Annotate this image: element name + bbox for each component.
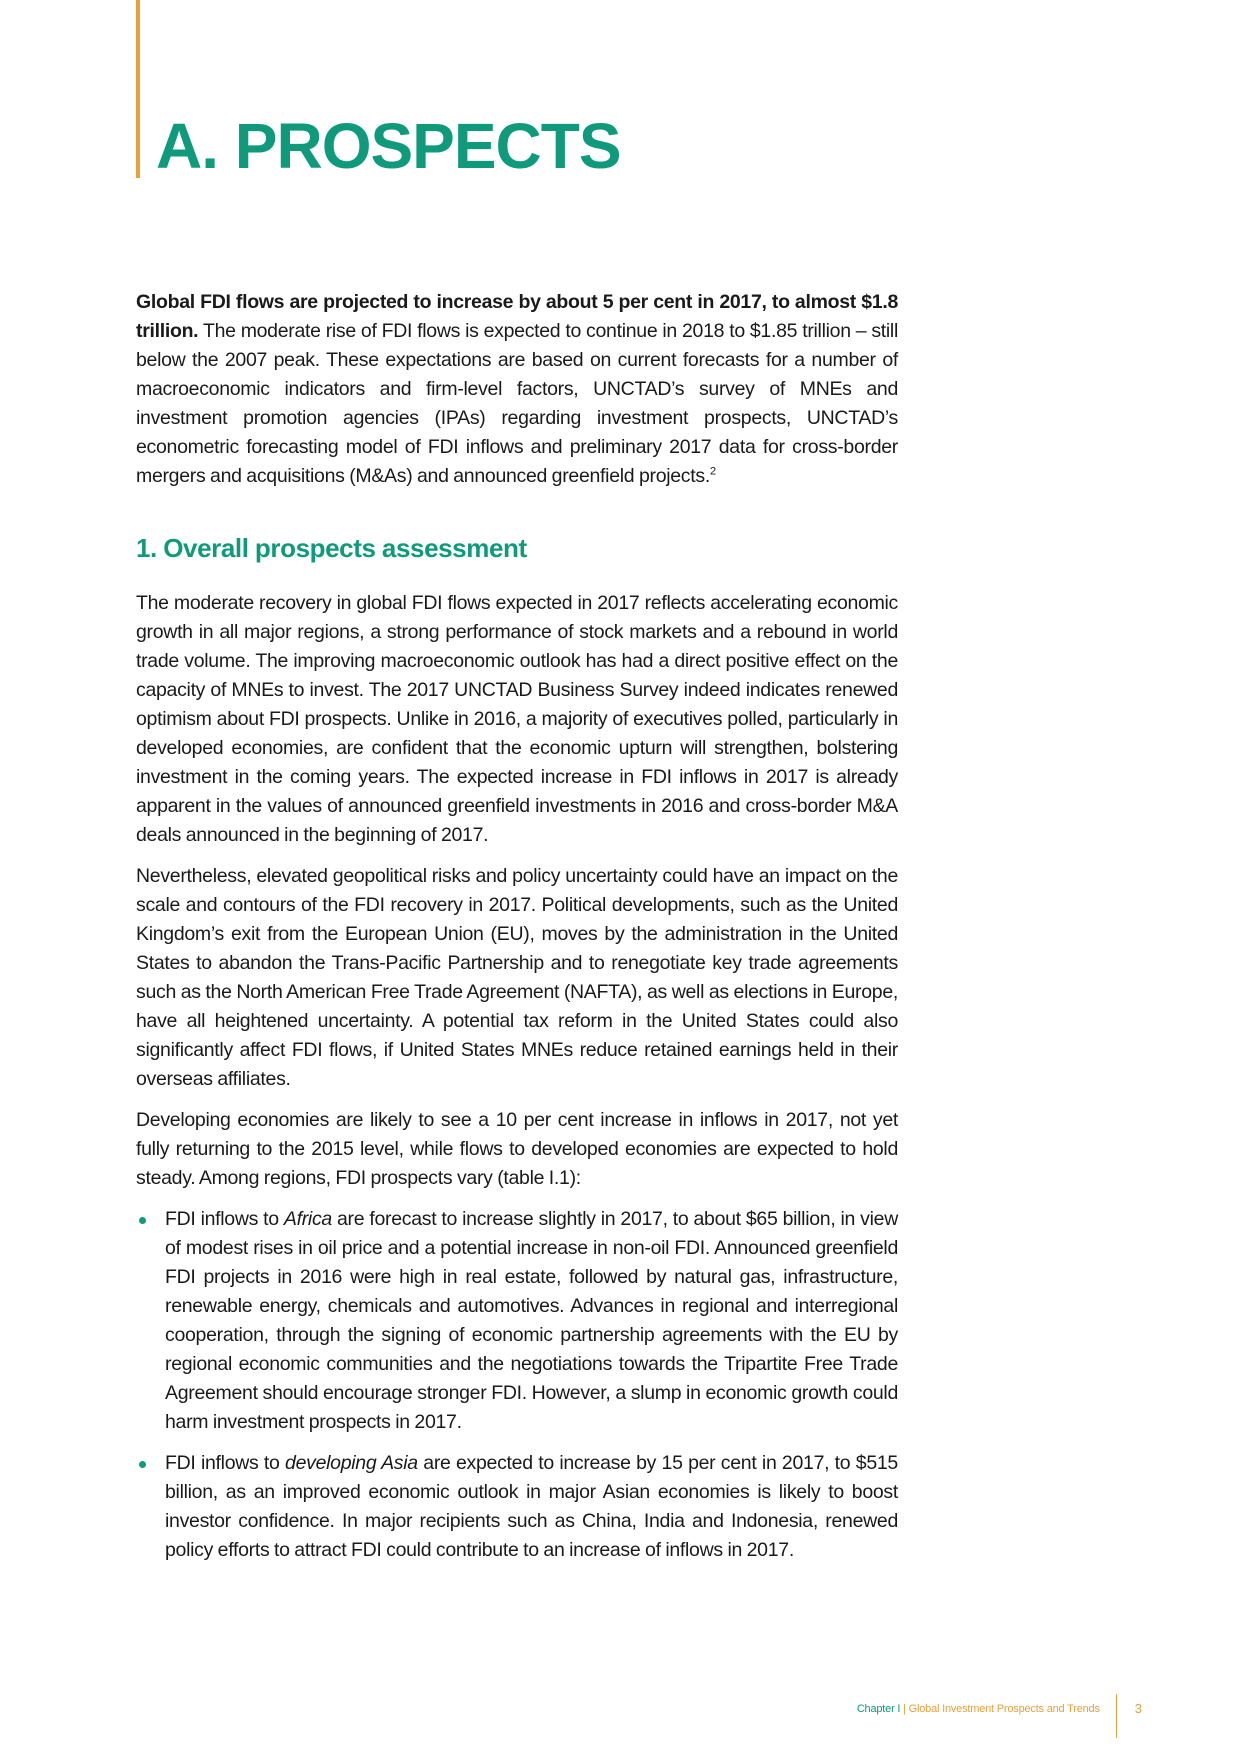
bullet-text-rest: are forecast to increase slightly in 2017, to about $65 billion, in view of modest rises in oil price and a potential increase in non-oil FDI. Announced greenfield FDI projects in 2016 were high in real estate, followed by natural gas, infrastructure, renewable energy, chemicals and automotives. Advances in regional and interregional cooperation, through the signing of economic partnership agreements with the EU by regional economic communities and the negotiations towards the Tripartite Free Trade Agreement should encourage stronger FDI. However, a slump in economic growth could harm investment prospects in 2017. [165,1208,898,1433]
bullet-dot-icon [139,1461,146,1468]
bullet-dot-icon [139,1217,146,1224]
section-heading: 1. Overall prospects assessment [136,533,527,563]
running-head-chapter: Chapter I [856,1703,901,1715]
bullet-region-name: developing Asia [285,1452,418,1474]
running-head-title: Global Investment Prospects and Trends [908,1703,1100,1715]
chapter-title: A. PROSPECTS [156,110,621,182]
page-footer [857,1694,1142,1738]
body-paragraph: Developing economies are likely to see a 10 per cent increase in inflows in 2017, not yet fully returning to the 2015 level, while flows to developed economies are expected to hold steady. Among regions, FDI prospects vary (table I.1): [136,1109,898,1189]
bullet-item-developing-asia [136,1449,898,1565]
footnote-marker[interactable]: 2 [709,465,716,478]
bullet-text-start: FDI inflows to [165,1208,284,1230]
lead-body-text: The moderate rise of FDI flows is expected to continue in 2018 to $1.85 trillion – still below the 2007 peak. These expectations are based on current forecasts for a number of macroeconomic indicators and firm-level factors, UNCTAD’s survey of MNEs and investment promotion agencies (IPAs) regarding investment prospects, UNCTAD’s econometric forecasting model of FDI inflows and preliminary 2017 data for cross-border mergers and acquisitions (M&As) and announced greenfield projects. [136,320,898,487]
bullet-text-rest: are expected to increase by 15 per cent in 2017, to $515 billion, as an improved economic outlook in major Asian economies is likely to boost investor confidence. In major recipients such as China, India and Indonesia, renewed policy efforts to attract FDI could contribute to an increase of inflows in 2017. [165,1452,898,1561]
main-content [136,288,898,1577]
lead-bold-text: Global FDI flows are projected to increase by about 5 per cent in 2017, to almost $1.8 trillion. [136,291,898,342]
lead-paragraph [136,288,898,491]
page-number: 3 [1134,1701,1142,1716]
body-paragraph: Nevertheless, elevated geopolitical risks and policy uncertainty could have an impact on the scale and contours of the FDI recovery in 2017. Political developments, such as the United Kingdom’s exit from the European Union (EU), moves by the administration in the United States to abandon the Trans-Pacific Partnership and to renegotiate key trade agreements such as the North American Free Trade Agreement (NAFTA), as well as elections in Europe, have all heightened uncertainty. A potential tax reform in the United States could also significantly affect FDI flows, if United States MNEs reduce retained earnings held in their overseas affiliates. [136,865,898,1090]
region-bullet-list [136,1205,898,1565]
title-accent-bar [136,0,140,178]
bullet-item-africa [136,1205,898,1437]
running-head: Chapter I | Global Investment Prospects and Trends [856,1703,1100,1715]
body-paragraph: The moderate recovery in global FDI flows expected in 2017 reflects accelerating economic growth in all major regions, a strong performance of stock markets and a rebound in world trade volume. The improving macroeconomic outlook has had a direct positive effect on the capacity of MNEs to invest. The 2017 UNCTAD Business Survey indeed indicates renewed optimism about FDI prospects. Unlike in 2016, a majority of executives polled, particularly in developed economies, are confident that the economic upturn will strengthen, bolstering investment in the coming years. The expected increase in FDI inflows in 2017 is already apparent in the values of announced greenfield investments in 2016 and cross-border M&A deals announced in the beginning of 2017. [136,592,898,846]
bullet-text-start: FDI inflows to [165,1452,286,1474]
bullet-region-name: Africa [283,1208,332,1230]
